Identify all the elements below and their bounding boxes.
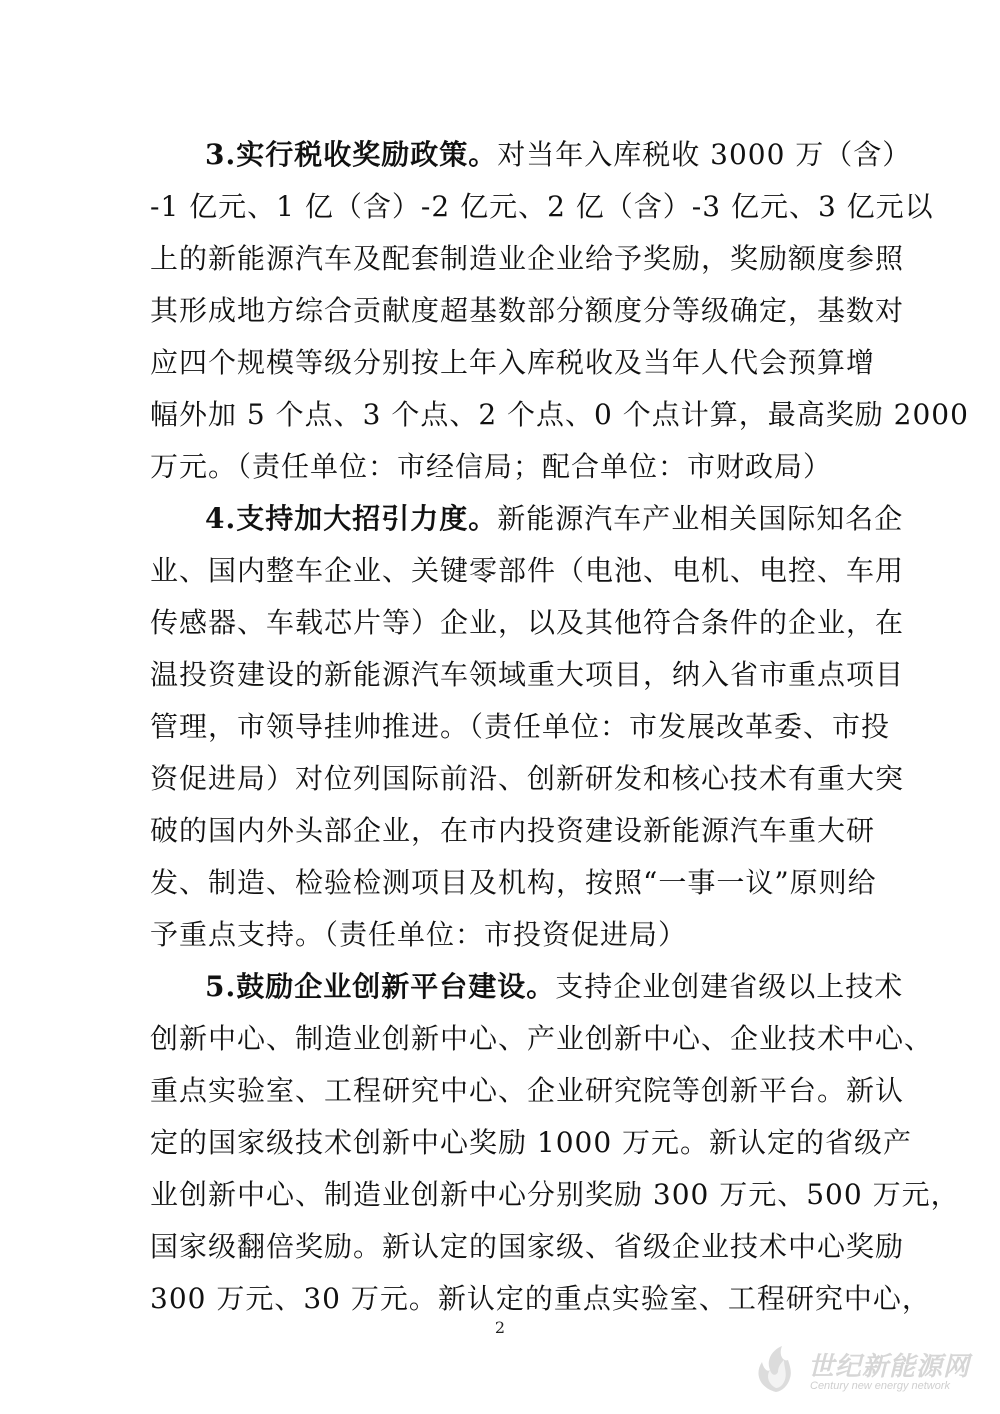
paragraph-3-line-4: 其形成地方综合贡献度超基数部分额度分等级确定，基数对 xyxy=(150,294,905,327)
paragraph-5-line-1: 5.鼓励企业创新平台建设。支持企业创建省级以上技术 xyxy=(205,970,904,1003)
paragraph-4-line-3: 传感器、车载芯片等）企业，以及其他符合条件的企业，在 xyxy=(150,606,905,639)
paragraph-4-line-2: 业、国内整车企业、关键零部件（电池、电机、电控、车用 xyxy=(150,554,905,587)
section-5-heading: 5.鼓励企业创新平台建设。 xyxy=(205,970,556,1003)
paragraph-3-line-6: 幅外加 5 个点、3 个点、2 个点、0 个点计算，最高奖励 2000 xyxy=(150,398,969,431)
paragraph-4-line-7: 破的国内外头部企业，在市内投资建设新能源汽车重大研 xyxy=(150,814,876,847)
paragraph-5-line-5: 业创新中心、制造业创新中心分别奖励 300 万元、500 万元， xyxy=(150,1178,960,1211)
section-4-heading: 4.支持加大招引力度。 xyxy=(205,502,498,535)
page-number: 2 xyxy=(494,1318,506,1337)
paragraph-3-line-3: 上的新能源汽车及配套制造业企业给予奖励，奖励额度参照 xyxy=(150,242,905,275)
paragraph-4-line-6: 资促进局）对位列国际前沿、创新研发和核心技术有重大突 xyxy=(150,762,905,795)
paragraph-4-line-5: 管理，市领导挂帅推进。（责任单位：市发展改革委、市投 xyxy=(150,710,891,743)
paragraph-5-line-2: 创新中心、制造业创新中心、产业创新中心、企业技术中心、 xyxy=(150,1022,934,1055)
paragraph-5-line-3: 重点实验室、工程研究中心、企业研究院等创新平台。新认 xyxy=(150,1074,905,1107)
paragraph-4-line-9: 予重点支持。（责任单位：市投资促进局） xyxy=(150,918,688,951)
paragraph-3-line-2: -1 亿元、1 亿（含）-2 亿元、2 亿（含）-3 亿元、3 亿元以 xyxy=(150,190,934,223)
watermark xyxy=(748,1340,988,1400)
paragraph-4-line-1: 4.支持加大招引力度。新能源汽车产业相关国际知名企 xyxy=(205,502,904,535)
paragraph-5-line-7: 300 万元、30 万元。新认定的重点实验室、工程研究中心， xyxy=(150,1282,931,1315)
section-3-heading: 3.实行税收奖励政策。 xyxy=(205,138,498,171)
paragraph-5-line-6: 国家级翻倍奖励。新认定的国家级、省级企业技术中心奖励 xyxy=(150,1230,905,1263)
paragraph-3-line-5: 应四个规模等级分别按上年入库税收及当年人代会预算增 xyxy=(150,346,876,379)
paragraph-5-line-4: 定的国家级技术创新中心奖励 1000 万元。新认定的省级产 xyxy=(150,1126,913,1159)
watermark-english-text: Century new energy network xyxy=(810,1380,951,1392)
paragraph-3-line-1: 3.实行税收奖励政策。对当年入库税收 3000 万（含） xyxy=(205,138,912,171)
paragraph-4-line-8: 发、制造、检验检测项目及机构，按照“一事一议”原则给 xyxy=(150,866,877,899)
watermark-chinese-text: 世纪新能源网 xyxy=(808,1352,971,1382)
flame-logo-icon xyxy=(748,1344,804,1396)
paragraph-4-line-4: 温投资建设的新能源汽车领域重大项目，纳入省市重点项目 xyxy=(150,658,905,691)
paragraph-3-line-7: 万元。（责任单位：市经信局；配合单位：市财政局） xyxy=(150,450,833,483)
